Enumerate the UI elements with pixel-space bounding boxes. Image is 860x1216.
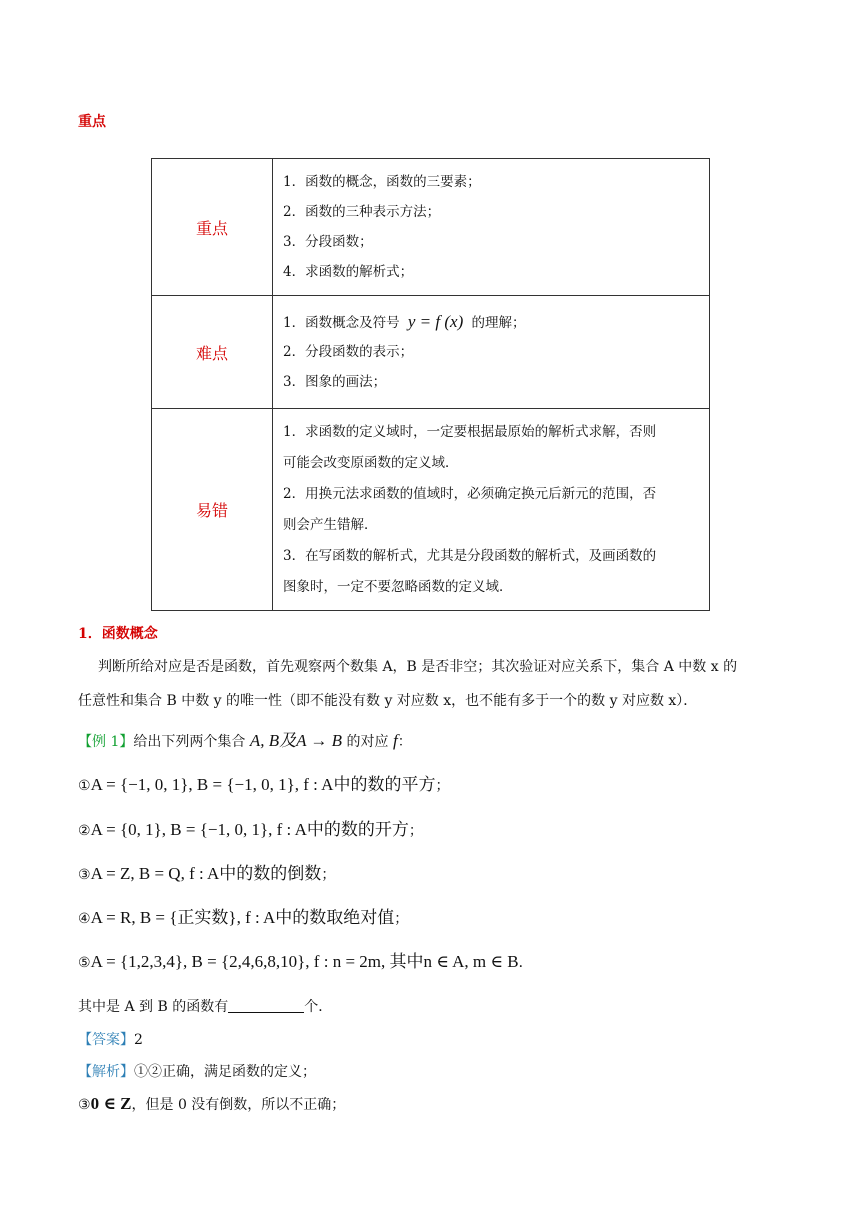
- list-item: 1．求函数的定义域时，一定要根据最原始的解析式求解，否则: [283, 423, 657, 440]
- concept-title: 1．函数概念: [78, 626, 158, 642]
- list-item: 则会产生错解．: [283, 516, 378, 533]
- list-item: 1．函数概念及符号 y = f (x) 的理解；: [283, 312, 526, 331]
- table-row: [152, 409, 710, 611]
- concept-paragraph-line2: 任意性和集合 B 中数 y 的唯一性（即不能没有数 y 对应数 x，也不能有多于一个的数 y 对应数 x）．: [78, 693, 698, 709]
- list-item: 3．在写函数的解析式，尤其是分段函数的解析式，及画函数的: [283, 547, 657, 564]
- list-item: 3．图象的画法；: [283, 374, 387, 390]
- list-item: 4．求函数的解析式；: [283, 263, 414, 280]
- example-item: ⑤A = {1,2,3,4}, B = {2,4,6,8,10}, f : n = 2m, 其中n ∈ A, m ∈ B．: [78, 952, 533, 971]
- concept-paragraph-line1: 判断所给对应是否是函数，首先观察两个数集 A，B 是否非空；其次验证对应关系下，集合 A 中数 x 的: [98, 659, 738, 675]
- example-tag: 【例 1】: [78, 734, 134, 750]
- answer: [78, 1029, 143, 1049]
- example-item: ③A = Z, B = Q, f : A中的数的倒数；: [78, 864, 336, 883]
- list-item: 3．分段函数；: [283, 233, 373, 250]
- math-expression: A, B及A → B: [249, 731, 343, 750]
- list-item: 2．分段函数的表示；: [283, 344, 414, 360]
- row-content: [273, 296, 710, 409]
- question: 其中是 A 到 B 的函数有 个．: [78, 999, 333, 1015]
- row-content: [273, 409, 710, 611]
- example-item: ②A = {0, 1}, B = {−1, 0, 1}, f : A中的数的开方；: [78, 820, 423, 839]
- section-title: 重点: [78, 114, 106, 130]
- analysis-tag: 【解析】: [78, 1064, 134, 1080]
- table-row: [152, 159, 710, 296]
- analysis-line2: ③0 ∈ Z，但是 0 没有倒数，所以不正确；: [78, 1094, 346, 1113]
- math-expression: y = f (x): [407, 312, 464, 331]
- key-points-table: [151, 158, 710, 611]
- list-item: 2．用换元法求函数的值域时，必须确定换元后新元的范围，否: [283, 485, 657, 502]
- list-item: 图象时，一定不要忽略函数的定义域．: [283, 578, 513, 595]
- row-label-common-errors: 易错: [152, 409, 273, 611]
- list-item: 2．函数的三种表示方法；: [283, 203, 441, 220]
- list-item: 1．函数的概念，函数的三要素；: [283, 173, 481, 190]
- answer-blank: [228, 998, 304, 1013]
- answer-tag: 【答案】: [78, 1032, 134, 1048]
- example-intro: 【例 1】给出下列两个集合 A, B及A → B 的对应 f：: [78, 731, 412, 750]
- table-row: [152, 296, 710, 409]
- list-item: 可能会改变原函数的定义域．: [283, 454, 459, 471]
- row-label-difficulties: 难点: [152, 296, 273, 409]
- answer-value: 2: [134, 1032, 143, 1048]
- analysis-line1: 【解析】①②正确，满足函数的定义；: [78, 1064, 316, 1080]
- example-item: ①A = {−1, 0, 1}, B = {−1, 0, 1}, f : A中的数的平方；: [78, 775, 450, 794]
- row-content: [273, 159, 710, 296]
- row-label-key-points: 重点: [152, 159, 273, 296]
- example-item: ④A = R, B = {正实数}, f : A中的数取绝对值；: [78, 908, 409, 927]
